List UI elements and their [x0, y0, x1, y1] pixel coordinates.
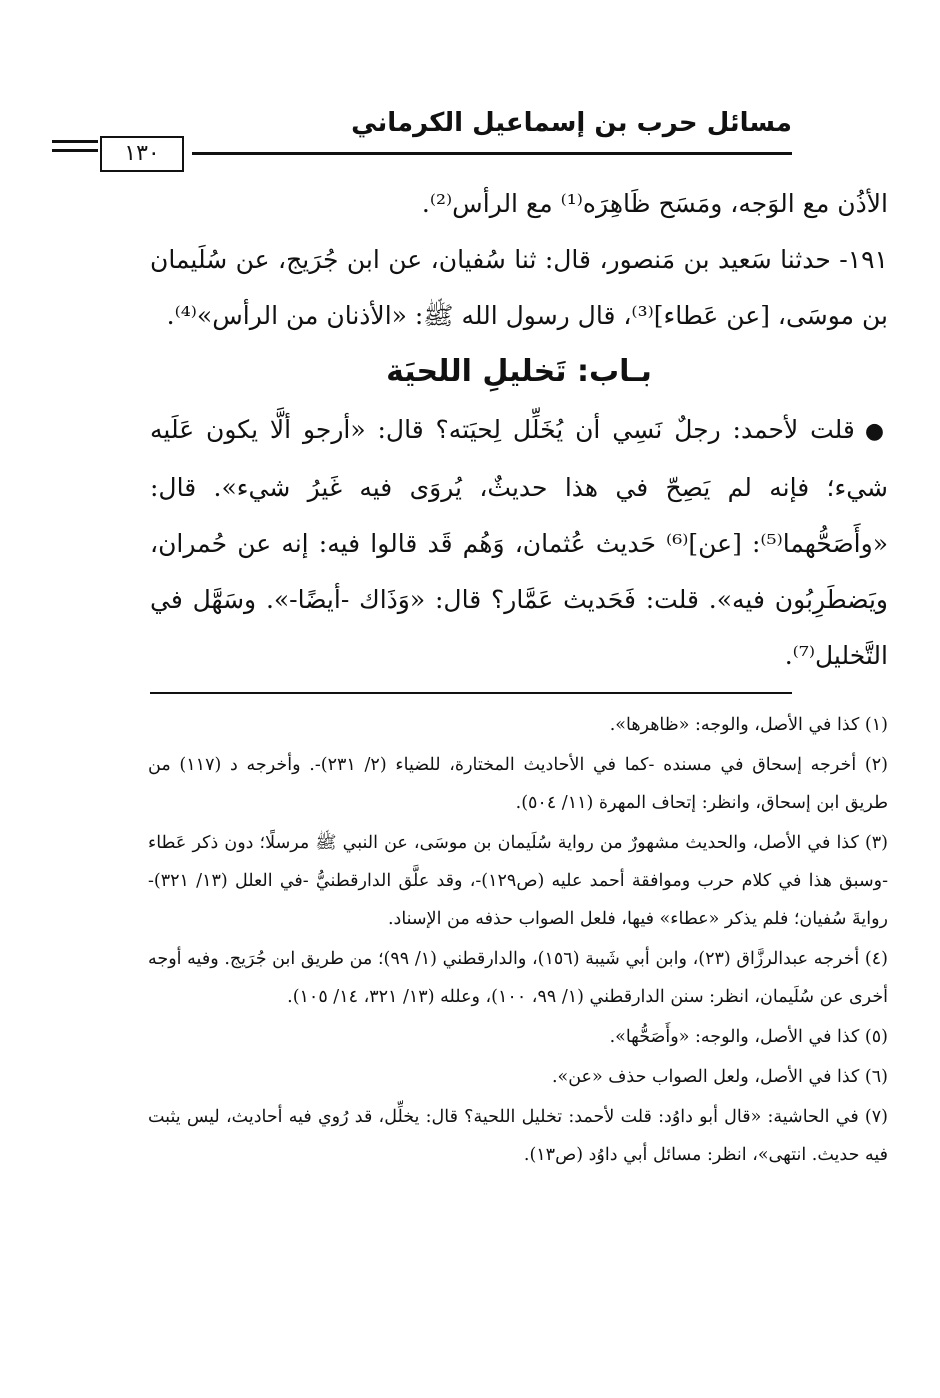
footnotes [148, 706, 888, 1176]
header-rule [192, 152, 792, 155]
footnote-6: (٦) كذا في الأصل، ولعل الصواب حذف «عن». [551, 1067, 888, 1087]
paragraph-continuation: الأذُن مع الوَجه، ومَسَح ظَاهِرَه⁽¹⁾ مع الرأس⁽²⁾. [421, 189, 888, 218]
page-number-ornament [52, 140, 98, 158]
page-header [52, 108, 792, 168]
bullet-icon: ● [864, 419, 888, 444]
chapter-title: بـاب: تَخليلِ اللحيَة [386, 354, 652, 389]
footnote-2: (٢) أخرجه إسحاق في مسنده -كما في الأحاديث المختارة، للضياء (٢/ ٢٣١)-. وأخرجه د (١١٧) من طريق ابن إسحاق، وانظر: إتحاف المهرة (١١/ ٥٠٤). [148, 755, 888, 813]
footnote-5: (٥) كذا في الأصل، والوجه: «وأَصَحُّها». [609, 1027, 888, 1047]
page-body [150, 176, 888, 684]
footnote-7: (٧) في الحاشية: «قال أبو داوُد: قلت لأحمد: تخليل اللحية؟ قال: يخلِّل، قد رُوي فيه أحاديث، ليس يثبت فيه حديث. انتهى»، انظر: مسائل أبي داوُد (ص١٣). [148, 1107, 888, 1165]
footnote-3: (٣) كذا في الأصل، والحديث مشهورٌ من رواية سُلَيمان بن موسَى، عن النبي ﷺ مرسلًا؛ دون ذكر عَطاء -وسبق هذا في كلام حرب وموافقة أحمد عليه (ص١٢٩)-، وقد علَّق الدارقطنيُّ -في العلل (١٣/ ٣٢١)- روايةَ سُفيان؛ فلم يذكر «عطاء» فيها، فلعل الصواب حذفه من الإسناد. [148, 833, 888, 929]
question-text: قلت لأحمد: رجلٌ نَسِي أن يُخَلِّل لِحيَته؟ قال: «أرجو ألَّا يكون عَلَيه شيء؛ فإنه لم يَصِحّ في هذا حديثٌ، يُروَى فيه غَيرُ شيء». قال: «وأَصَحُّهما⁽⁵⁾: [عن]⁽⁶⁾ حَديث عُثمان، وَهُم قَد قالوا فيه: إنه عن حُمران، ويَضطَرِبُون فيه». قلت: فَحَديث عَمَّار؟ قال: «وَذَاك -أيضًا-». وسَهَّل في التَّخليل⁽⁷⁾. [150, 415, 888, 670]
question-paragraph [150, 402, 888, 684]
footnote-1: (١) كذا في الأصل، والوجه: «ظاهرها». [609, 715, 888, 735]
hadith-191: ١٩١- حدثنا سَعيد بن مَنصور، قال: ثنا سُفيان، عن ابن جُرَيج، عن سُلَيمان بن موسَى، [عن عَطاء]⁽³⁾، قال رسول الله ﷺ: «الأذنان من الرأس»⁽⁴⁾. [150, 245, 888, 330]
page-number: ١٣٠ [100, 136, 184, 172]
running-title: مسائل حرب بن إسماعيل الكرماني [351, 108, 792, 138]
footnote-separator [150, 692, 792, 694]
footnote-4: (٤) أخرجه عبدالرزَّاق (٢٣)، وابن أبي شَيبة (١٥٦)، والدارقطني (١/ ٩٩)؛ من طريق ابن جُرَيج. وفيه أوجه أخرى عن سُلَيمان، انظر: سنن الدارقطني (١/ ٩٩، ١٠٠)، وعلله (١٣/ ٣٢١، ١٤/ ١٠٥). [148, 949, 888, 1007]
